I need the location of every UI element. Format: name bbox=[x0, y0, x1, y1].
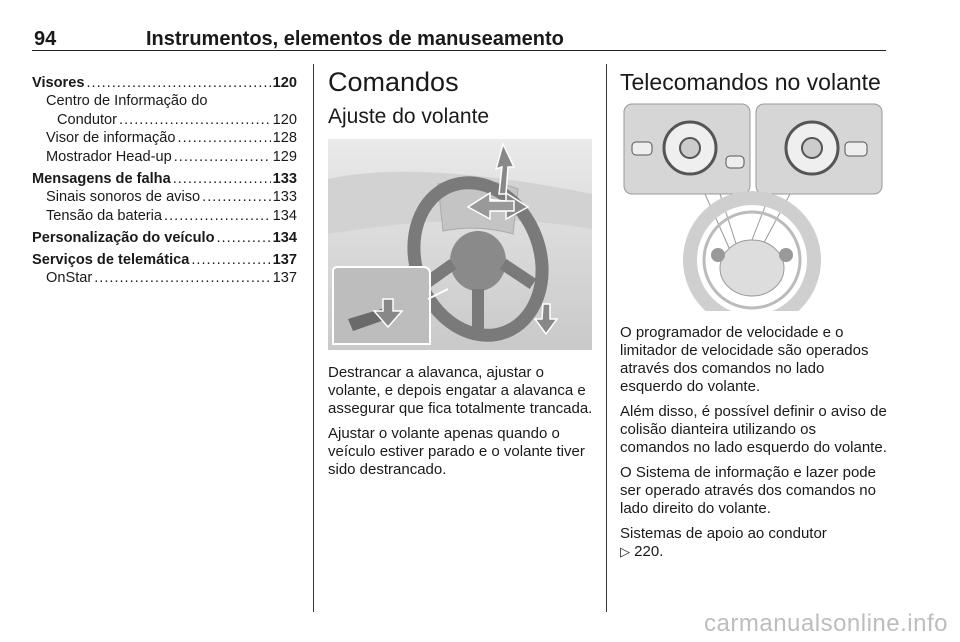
toc-entry-label: Visor de informação bbox=[46, 130, 176, 146]
toc-entry[interactable] bbox=[32, 269, 297, 288]
toc-entry-page: 133 bbox=[272, 189, 297, 205]
toc-dot-leader bbox=[119, 111, 271, 130]
toc-entry-label: Mostrador Head-up bbox=[46, 148, 172, 165]
toc-entry[interactable] bbox=[32, 170, 297, 189]
paragraph: Destrancar a alavanca, ajustar o volante, e depois engatar a alavanca e assegurar que fica totalmente trancada. bbox=[328, 364, 593, 417]
page-number: 94 bbox=[34, 28, 57, 50]
toc-dot-leader bbox=[191, 251, 270, 270]
toc-dot-leader bbox=[174, 148, 271, 167]
paragraph: O programador de velocidade e o limitador de velocidade são operados através dos comandos no lado esquerdo do volante. bbox=[620, 324, 869, 395]
paragraph: Sistemas de apoio ao condutor bbox=[620, 525, 827, 542]
remote-controls-text bbox=[620, 324, 888, 568]
toc-dot-leader bbox=[86, 74, 270, 93]
toc-entry[interactable] bbox=[32, 207, 297, 226]
toc-entry-page: 137 bbox=[272, 270, 297, 286]
toc-dot-leader bbox=[164, 207, 271, 226]
toc-entry-page: 134 bbox=[272, 229, 297, 246]
toc-entry[interactable] bbox=[32, 148, 297, 167]
toc-entry-page: 120 bbox=[272, 74, 297, 91]
toc-entry[interactable] bbox=[32, 111, 297, 130]
toc-entry-page: 137 bbox=[272, 251, 297, 268]
toc-entry-page: 134 bbox=[272, 207, 297, 224]
cross-reference-page: 220. bbox=[634, 543, 664, 560]
cross-reference[interactable] bbox=[620, 543, 888, 561]
toc-entry[interactable] bbox=[32, 251, 297, 270]
toc-dot-leader bbox=[217, 229, 271, 248]
toc-entry-label: Personalização do veículo bbox=[32, 229, 215, 246]
toc-entry-label: OnStar bbox=[46, 270, 93, 286]
section-heading: Comandos bbox=[328, 67, 459, 97]
toc-dot-leader bbox=[94, 269, 270, 288]
steering-adjustment-illustration bbox=[328, 139, 592, 350]
toc-entry[interactable] bbox=[32, 188, 297, 207]
column-divider-1 bbox=[313, 64, 314, 612]
paragraph: Ajustar o volante apenas quando o veículo estiver parado e o volante tiver sido destrancado. bbox=[328, 425, 585, 478]
toc-entry-page: 133 bbox=[272, 170, 297, 187]
toc-entry-page: 129 bbox=[272, 148, 297, 165]
toc-entry-label: Mensagens de falha bbox=[32, 170, 171, 187]
steering-text bbox=[328, 364, 593, 486]
toc-entry-label: Serviços de telemática bbox=[32, 251, 190, 268]
toc-entry-page: 128 bbox=[272, 130, 297, 146]
column-divider-2 bbox=[606, 64, 607, 612]
toc-entry-label: Tensão da bateria bbox=[46, 207, 163, 224]
column-remote-controls bbox=[620, 66, 888, 98]
paragraph: Além disso, é possível definir o aviso de colisão dianteira utilizando os comandos no lado esquerdo do volante. bbox=[620, 403, 887, 456]
subsection-heading: Ajuste do volante bbox=[328, 105, 490, 128]
toc-entry-page: 120 bbox=[272, 111, 297, 128]
toc-dot-leader bbox=[178, 129, 271, 148]
toc-entry-label: Centro de Informação do bbox=[46, 93, 208, 109]
toc-entry-label: Condutor bbox=[57, 111, 118, 128]
toc-entry-label: Sinais sonoros de aviso bbox=[46, 189, 201, 205]
section-heading: Telecomandos no volante bbox=[620, 69, 881, 95]
toc-entry-label: Visores bbox=[32, 74, 85, 91]
steering-controls-illustration bbox=[620, 100, 884, 311]
paragraph: O Sistema de informação e lazer pode ser operado através dos comandos no lado direito do volante. bbox=[620, 464, 876, 517]
toc-entry[interactable] bbox=[32, 74, 297, 93]
toc-dot-leader bbox=[173, 170, 271, 189]
page-header bbox=[32, 28, 886, 51]
toc-entry[interactable] bbox=[32, 229, 297, 248]
toc-dot-leader bbox=[202, 188, 271, 207]
column-controls bbox=[328, 66, 593, 130]
toc-entry[interactable] bbox=[32, 92, 297, 111]
arrow-reference-icon: ▷ bbox=[620, 544, 630, 559]
chapter-title: Instrumentos, elementos de manuseamento bbox=[146, 28, 564, 50]
watermark: carmanualsonline.info bbox=[704, 610, 948, 637]
table-of-contents bbox=[32, 70, 297, 288]
toc-entry[interactable] bbox=[32, 129, 297, 148]
